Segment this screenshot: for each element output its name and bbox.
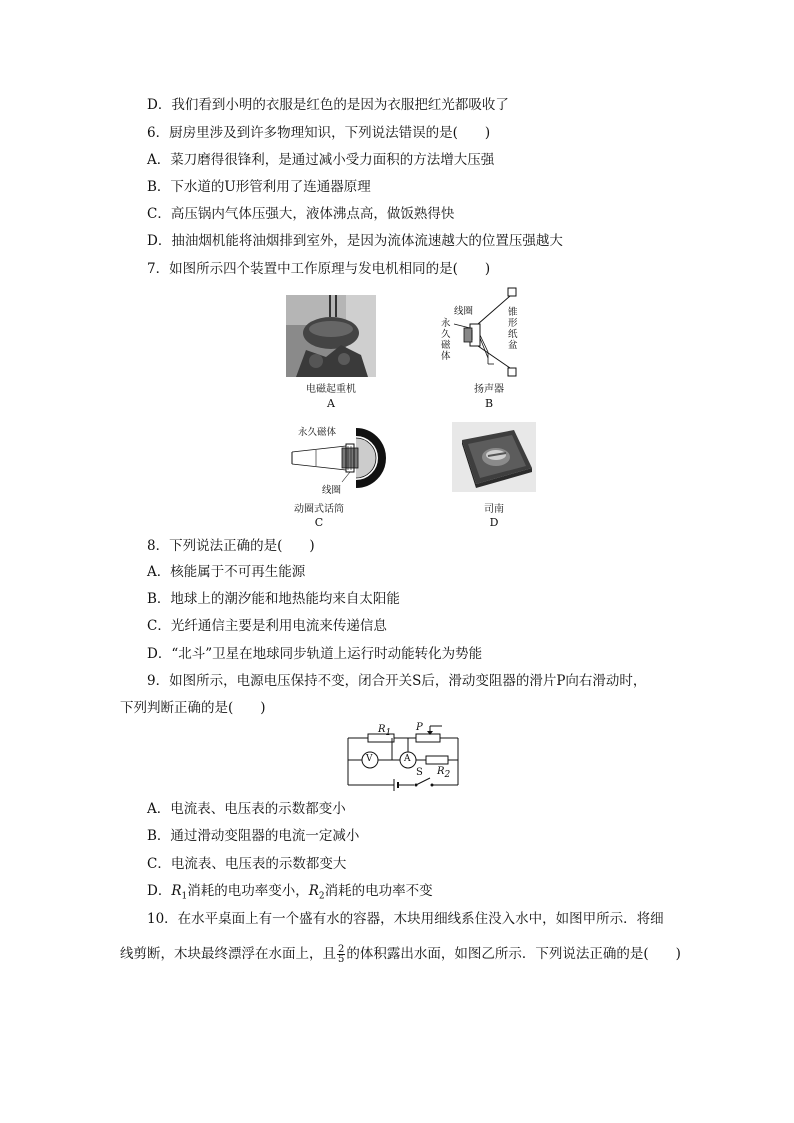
figure-c-label-coil: 线圈 bbox=[322, 485, 342, 496]
q9-option-c: C．电流表、电压表的示数都变大 bbox=[147, 856, 347, 872]
q9-option-a: A．电流表、电压表的示数都变小 bbox=[147, 801, 346, 817]
figure-b-label-cone: 锥形纸盆 bbox=[508, 307, 518, 351]
circuit-voltmeter-v: V bbox=[366, 754, 373, 764]
q9-stem-line1: 9．如图所示，电源电压保持不变，闭合开关S后，滑动变阻器的滑片P向右滑动时， bbox=[147, 673, 647, 689]
q9-option-b: B．通过滑动变阻器的电流一定减小 bbox=[147, 828, 360, 844]
q6-option-b: B．下水道的U形管利用了连通器原理 bbox=[147, 179, 371, 195]
q6-option-c: C．高压锅内气体压强大，液体沸点高，做饭熟得快 bbox=[147, 206, 455, 222]
q9-circuit-diagram bbox=[340, 722, 465, 792]
q10-stem-line1: 10．在水平桌面上有一个盛有水的容器，木块用细线系住没入水中，如图甲所示．将细 bbox=[147, 911, 664, 927]
q8-stem: 8．下列说法正确的是( ) bbox=[147, 538, 315, 554]
figure-c-letter: C bbox=[314, 516, 324, 529]
q8-option-a: A．核能属于不可再生能源 bbox=[147, 564, 306, 580]
figure-b-label-magnet: 永久磁体 bbox=[441, 318, 451, 362]
q6-stem: 6．厨房里涉及到许多物理知识，下列说法错误的是( ) bbox=[147, 125, 491, 141]
circuit-label-s: S bbox=[416, 767, 423, 778]
figure-a-crane-photo bbox=[286, 295, 376, 377]
q5-option-d: D．我们看到小明的衣服是红色的是因为衣服把红光都吸收了 bbox=[147, 97, 509, 113]
q8-option-d: D．“北斗”卫星在地球同步轨道上运行时动能转化为势能 bbox=[147, 646, 483, 662]
q8-option-c: C．光纤通信主要是利用电流来传递信息 bbox=[147, 618, 387, 634]
q7-stem: 7．如图所示四个装置中工作原理与发电机相同的是( ) bbox=[147, 261, 491, 277]
figure-d-letter: D bbox=[489, 516, 499, 529]
figure-c-caption: 动圈式话筒 bbox=[294, 504, 344, 515]
q6-option-a: A．菜刀磨得很锋利，是通过减小受力面积的方法增大压强 bbox=[147, 152, 495, 168]
circuit-label-p: P bbox=[416, 722, 423, 733]
q10-stem-line2: 线剪断，木块最终漂浮在水面上，且 $\frac{2}{5}$ 的体积露出水面，如图乙所示．下列说法正确的是( ) bbox=[120, 944, 681, 965]
fraction-two-fifths: $\frac{2}{5}$ bbox=[338, 944, 345, 965]
q9-option-d: D．$R_1$消耗的电功率变小，$R_2$消耗的电功率不变 bbox=[147, 883, 433, 902]
figure-b-label-coil: 线圈 bbox=[454, 306, 474, 317]
figure-c-label-magnet: 永久磁体 bbox=[298, 427, 337, 438]
figure-a-caption: 电磁起重机 bbox=[306, 384, 356, 395]
circuit-label-r1: $R_1$ bbox=[378, 724, 392, 738]
figure-d-caption: 司南 bbox=[484, 504, 504, 515]
q6-option-d: D．抽油烟机能将油烟排到室外，是因为流体流速越大的位置压强越大 bbox=[147, 233, 563, 249]
q8-option-b: B．地球上的潮汐能和地热能均来自太阳能 bbox=[147, 591, 400, 607]
q9-stem-line2: 下列判断正确的是( ) bbox=[120, 700, 266, 716]
figure-a-letter: A bbox=[327, 397, 335, 410]
circuit-ammeter-a: A bbox=[404, 754, 411, 764]
figure-d-sinan-photo bbox=[452, 422, 536, 492]
circuit-label-r2: $R_2$ bbox=[437, 766, 451, 780]
figure-b-caption: 扬声器 bbox=[474, 384, 504, 395]
figure-b-letter: B bbox=[484, 397, 494, 410]
